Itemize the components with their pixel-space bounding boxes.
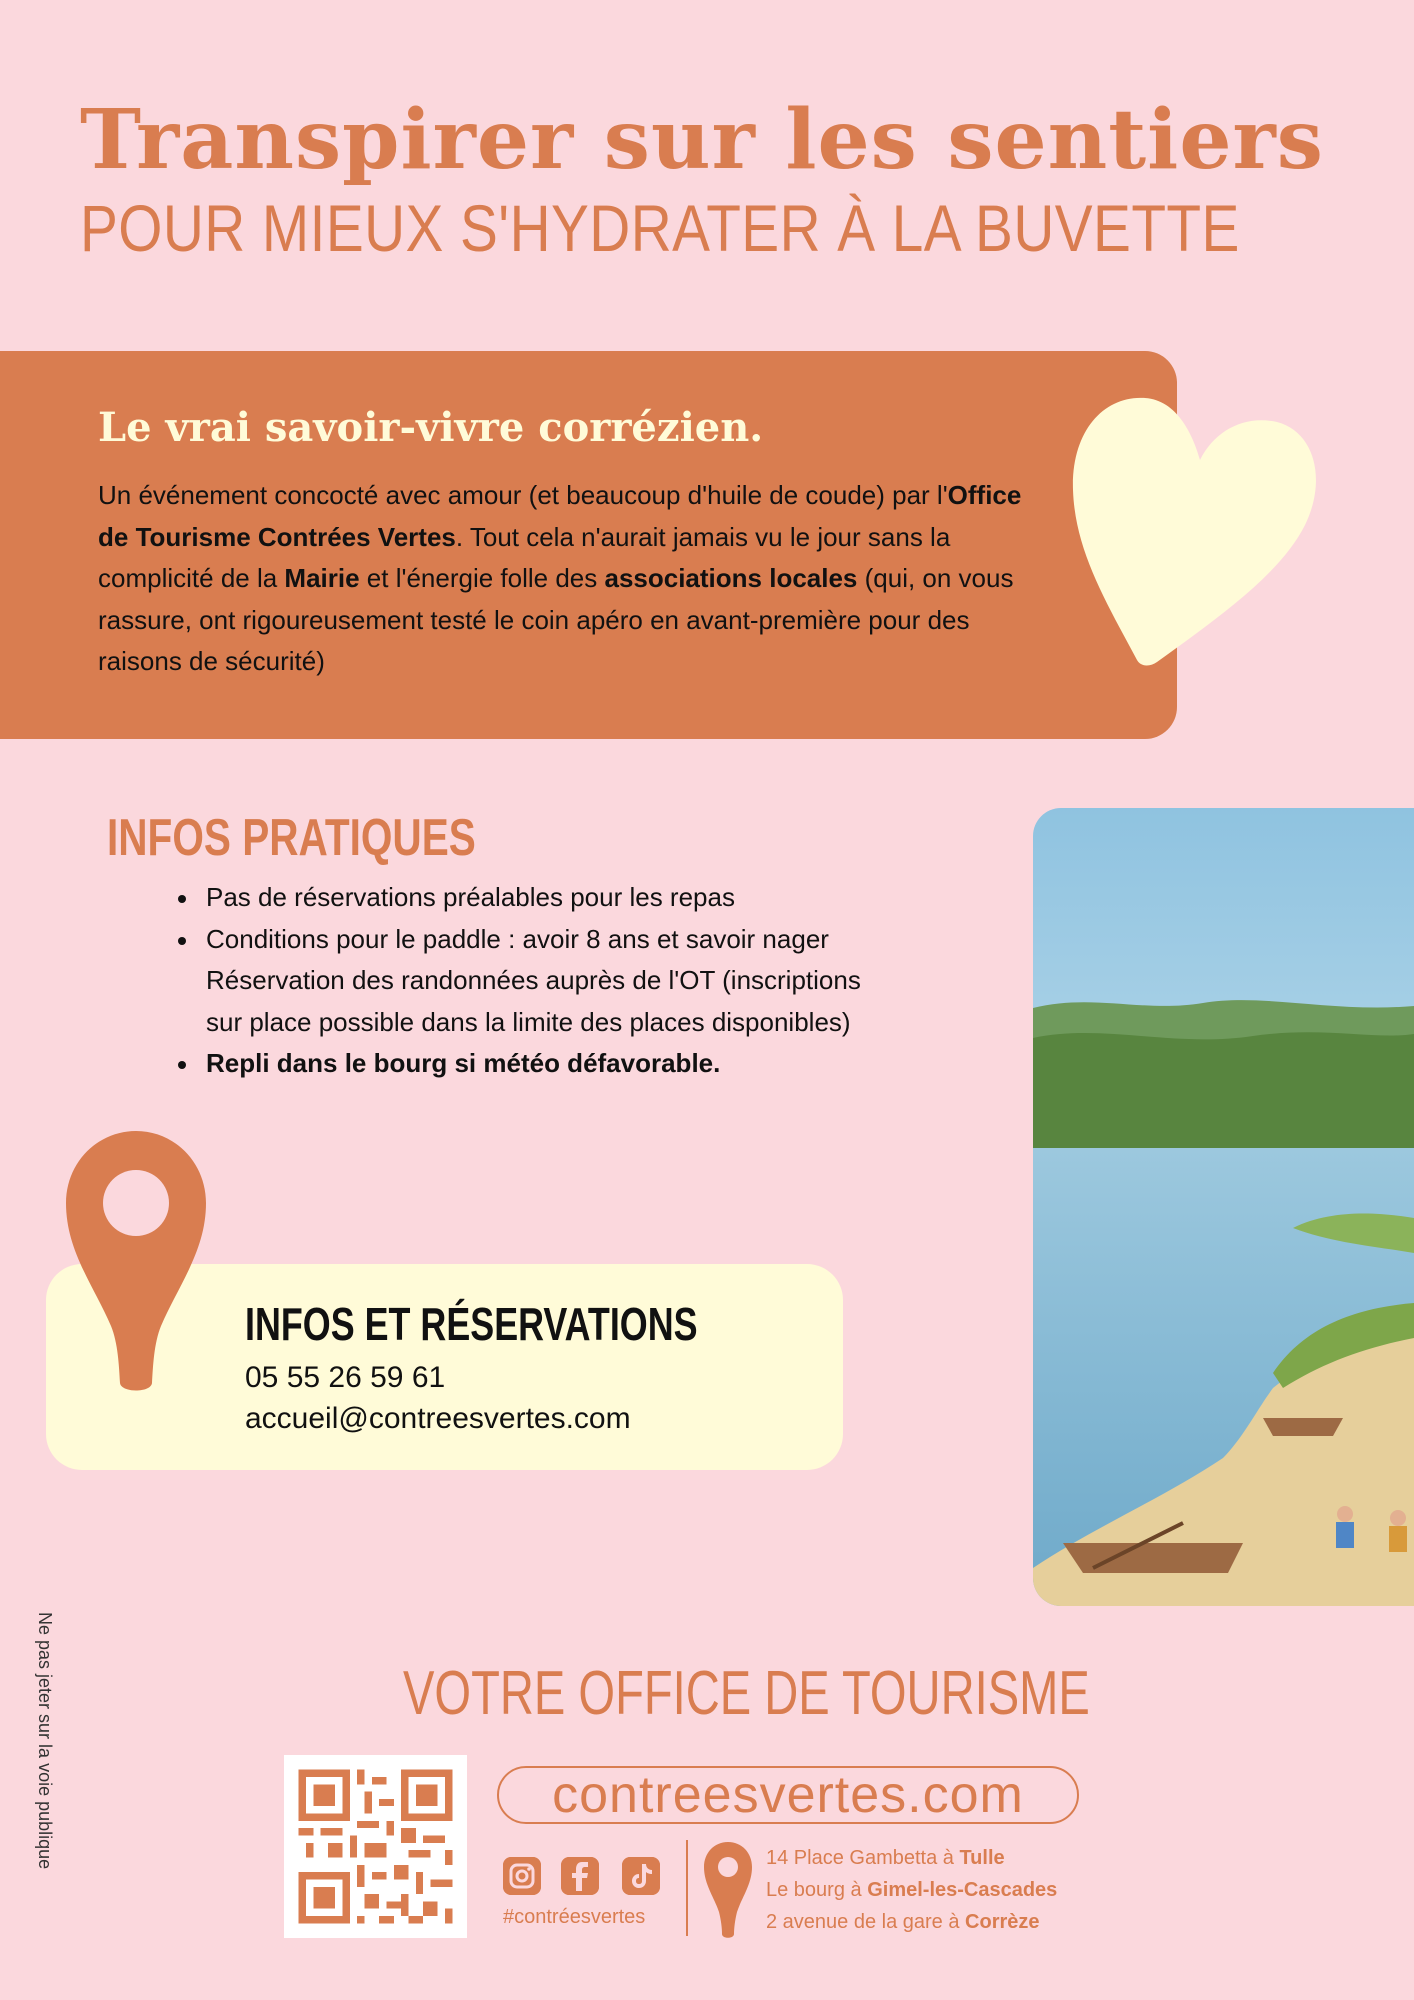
infos-list <box>178 877 1038 1085</box>
address-city: Tulle <box>959 1847 1005 1869</box>
address-tulle <box>766 1842 1057 1874</box>
website-text: contreesvertes.com <box>552 1766 1024 1824</box>
hashtag: #contréesvertes <box>503 1906 646 1928</box>
address-city: Corrèze <box>965 1911 1040 1933</box>
address-text: 2 avenue de la gare à <box>766 1911 966 1933</box>
location-pin-icon <box>66 1131 206 1396</box>
email-address[interactable]: accueil@contreesvertes.com <box>245 1402 631 1435</box>
bullet <box>178 937 186 945</box>
bullet <box>178 895 186 903</box>
list-item <box>178 919 1038 1044</box>
heart-icon <box>1065 380 1325 670</box>
list-item-text: sur place possible dans la limite des places disponibles) <box>206 1006 851 1037</box>
intro-bold-office: Office de Tourisme Contrées Vertes <box>98 480 1022 552</box>
intro-text-2: . Tout cela n'aurait jamais vu le jour sans la complicité de la <box>98 521 951 593</box>
intro-bold-associations: associations locales <box>604 563 858 593</box>
instagram-icon[interactable] <box>503 1857 541 1895</box>
intro-text-3: et l'énergie folle des <box>359 563 605 593</box>
intro-text-4: (qui, on vous rassure, ont rigoureusement testé le coin apéro en avant-première pour des raisons de sécurité) <box>98 563 1014 676</box>
intro-heading: Le vrai savoir-vivre corrézien. <box>98 404 764 451</box>
contact-heading: INFOS ET RÉSERVATIONS <box>245 1298 698 1350</box>
intro-paragraph <box>98 475 1058 683</box>
address-city: Gimel-les-Cascades <box>867 1879 1058 1901</box>
list-item <box>178 877 1038 919</box>
infos-pratiques-heading: INFOS PRATIQUES <box>107 809 476 867</box>
vertical-disclaimer: Ne pas jeter sur la voie publique <box>35 1612 55 1870</box>
location-pin-icon <box>704 1842 752 1938</box>
lake-illustration <box>1033 808 1414 1606</box>
tiktok-icon[interactable] <box>622 1857 660 1895</box>
address-text: 14 Place Gambetta à <box>766 1847 960 1869</box>
list-item-text: Pas de réservations préalables pour les repas <box>206 882 735 912</box>
qr-code[interactable] <box>284 1755 467 1938</box>
bullet <box>178 1061 186 1069</box>
page-title: Transpirer sur les sentiers <box>80 92 1324 188</box>
address-text: Le bourg à <box>766 1879 868 1901</box>
list-item <box>178 1043 1038 1085</box>
list-item-text: Réservation des randonnées auprès de l'OT (inscriptions <box>206 965 861 995</box>
office-heading: VOTRE OFFICE DE TOURISME <box>403 1659 1090 1728</box>
list-item-text: Repli dans le bourg si météo défavorable. <box>206 1048 721 1078</box>
list-item-text: Conditions pour le paddle : avoir 8 ans et savoir nager <box>206 923 829 954</box>
facebook-icon[interactable] <box>561 1857 599 1895</box>
address-gimel <box>766 1874 1057 1906</box>
phone-number[interactable]: 05 55 26 59 61 <box>245 1361 446 1394</box>
website-link[interactable] <box>497 1766 1079 1824</box>
office-addresses <box>766 1842 1057 1938</box>
intro-text-1: Un événement concocté avec amour (et beaucoup d'huile de coude) par l' <box>98 480 948 510</box>
address-correze <box>766 1906 1057 1938</box>
intro-bold-mairie: Mairie <box>284 563 360 593</box>
footer-divider <box>686 1840 688 1936</box>
page-subtitle: POUR MIEUX S'HYDRATER À LA BUVETTE <box>80 191 1240 265</box>
